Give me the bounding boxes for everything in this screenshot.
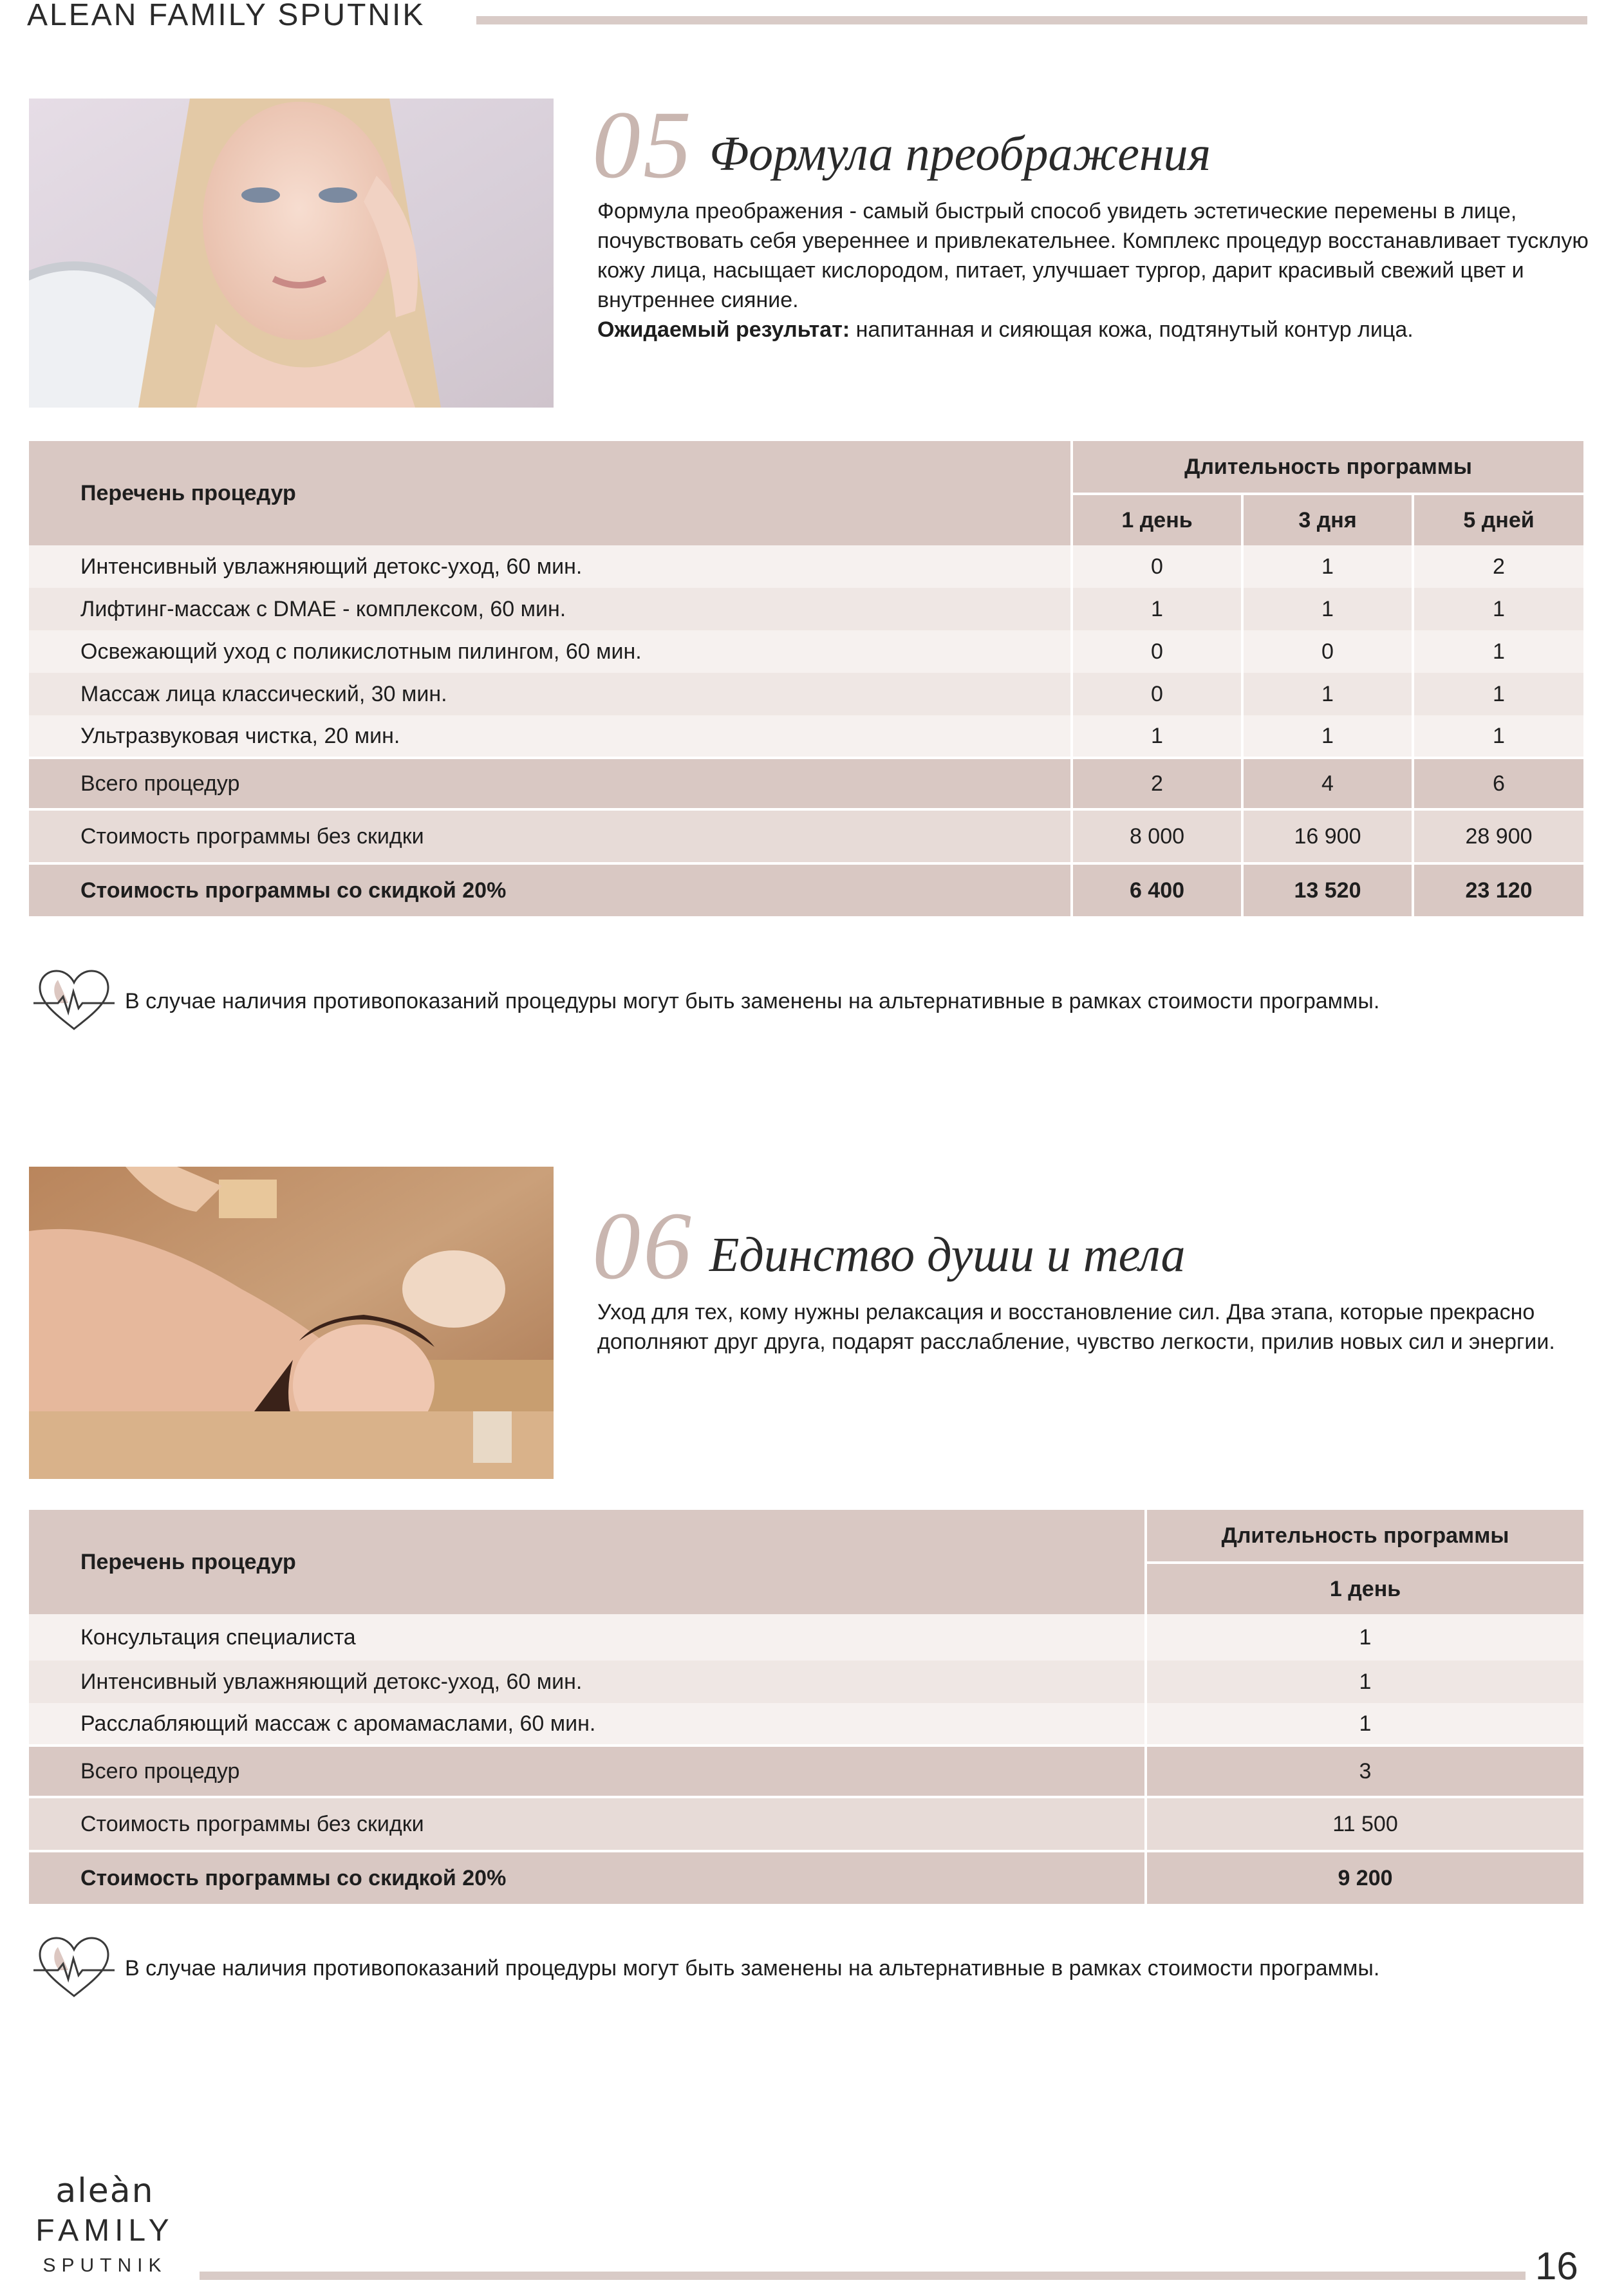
section1-col-day-3: 3 дня	[1242, 494, 1413, 545]
discount-price-value: 23 120	[1413, 863, 1583, 916]
section2-col-procedures: Перечень процедур	[80, 1549, 296, 1574]
section1-description	[597, 196, 1614, 344]
section2-note-text: В случае наличия противопоказаний процедуры могут быть заменены на альтернативные в рамках стоимости программы.	[125, 1955, 1380, 1981]
table-row	[29, 588, 1583, 630]
page-number: 16	[1535, 2245, 1578, 2287]
procedure-count: 0	[1072, 630, 1242, 673]
section1-title: Формула преображения	[709, 127, 1211, 181]
discount-price-row	[29, 863, 1583, 916]
procedure-count: 1	[1146, 1661, 1583, 1703]
discount-price-value: 9 200	[1146, 1851, 1583, 1904]
section2-photo	[29, 1167, 554, 1479]
procedure-name: Интенсивный увлажняющий детокс-уход, 60 мин.	[80, 554, 583, 579]
section2-number: 06	[592, 1192, 694, 1299]
section1-result	[597, 315, 1614, 344]
section2-note	[32, 1933, 1379, 2004]
section2-col-day-1: 1 день	[1146, 1563, 1583, 1614]
footer-logo	[31, 2173, 179, 2277]
procedure-name: Расслабляющий массаж с аромамаслами, 60 мин.	[80, 1711, 596, 1736]
price-row	[29, 809, 1583, 863]
section1-photo	[29, 99, 554, 408]
procedure-count: 1	[1072, 588, 1242, 630]
section1-col-day-5: 5 дней	[1413, 494, 1583, 545]
table-row	[29, 630, 1583, 673]
section2-col-duration: Длительность программы	[1146, 1510, 1583, 1563]
procedure-name: Лифтинг-массаж с DMAE - комплексом, 60 мин.	[80, 596, 566, 621]
table-row	[29, 1661, 1583, 1703]
section1-paragraph: Формула преображения - самый быстрый способ увидеть эстетические перемены в лице, почувствовать себя увереннее и привлекательнее. Комплекс процедур восстанавливает тусклую кожу лица, насыщает кислородом, питает, улучшает тургор, дарит красивый свежий цвет и внутреннее сияние.	[597, 199, 1589, 312]
discount-price-row	[29, 1851, 1583, 1904]
total-value: 3	[1146, 1746, 1583, 1797]
procedure-count: 1	[1242, 673, 1413, 715]
price-value: 11 500	[1146, 1797, 1583, 1851]
discount-price-label: Стоимость программы со скидкой 20%	[29, 863, 1072, 916]
section2-table	[29, 1510, 1583, 1904]
total-row	[29, 1746, 1583, 1797]
heart-pulse-icon	[32, 966, 116, 1037]
section1-result-text: напитанная и сияющая кожа, подтянутый контур лица.	[850, 317, 1414, 342]
heart-pulse-icon	[32, 1933, 116, 2004]
price-label: Стоимость программы без скидки	[29, 809, 1072, 863]
section2-heading	[592, 1192, 1186, 1299]
table-row	[29, 545, 1583, 588]
total-value: 6	[1413, 758, 1583, 809]
procedure-count: 2	[1413, 545, 1583, 588]
procedure-name: Интенсивный увлажняющий детокс-уход, 60 мин.	[80, 1669, 583, 1694]
price-label: Стоимость программы без скидки	[29, 1797, 1146, 1851]
table-row	[29, 1703, 1583, 1746]
section1-result-label: Ожидаемый результат:	[597, 317, 850, 342]
discount-price-value: 13 520	[1242, 863, 1413, 916]
section2-title: Единство души и тела	[709, 1228, 1186, 1282]
procedure-count: 0	[1072, 673, 1242, 715]
total-row	[29, 758, 1583, 809]
price-value: 8 000	[1072, 809, 1242, 863]
section2-description	[597, 1297, 1601, 1357]
section1-heading	[592, 91, 1211, 198]
section1-col-procedures: Перечень процедур	[80, 480, 296, 505]
price-row	[29, 1797, 1583, 1851]
section1-col-duration: Длительность программы	[1072, 441, 1583, 494]
procedure-count: 1	[1242, 588, 1413, 630]
procedure-name: Консультация специалиста	[80, 1624, 356, 1650]
section1-number: 05	[592, 91, 694, 198]
logo-line-3: SPUTNIK	[42, 2255, 167, 2276]
logo-line-1: aleàn	[55, 2172, 154, 2210]
procedure-name: Ультразвуковая чистка, 20 мин.	[80, 723, 400, 748]
procedure-count: 1	[1413, 588, 1583, 630]
header-divider	[476, 16, 1587, 24]
logo-line-2: FAMILY	[35, 2214, 174, 2248]
header-title: ALEAN FAMILY SPUTNIK	[27, 0, 425, 32]
procedure-count: 0	[1072, 545, 1242, 588]
procedure-count: 1	[1072, 715, 1242, 758]
section1-note-text: В случае наличия противопоказаний процедуры могут быть заменены на альтернативные в рамках стоимости программы.	[125, 988, 1380, 1013]
procedure-count: 1	[1413, 715, 1583, 758]
price-value: 16 900	[1242, 809, 1413, 863]
procedure-name: Массаж лица классический, 30 мин.	[80, 681, 447, 706]
procedure-count: 1	[1242, 545, 1413, 588]
section2-paragraph: Уход для тех, кому нужны релаксация и восстановление сил. Два этапа, которые прекрасно дополняют друг друга, подарят расслабление, чувство легкости, прилив новых сил и энергии.	[597, 1300, 1555, 1354]
procedure-count: 0	[1242, 630, 1413, 673]
procedure-name: Освежающий уход с поликислотным пилингом, 60 мин.	[80, 639, 642, 664]
total-label: Всего процедур	[29, 1746, 1146, 1797]
procedure-count: 1	[1146, 1703, 1583, 1746]
section1-col-day-1: 1 день	[1072, 494, 1242, 545]
procedure-count: 1	[1146, 1614, 1583, 1661]
table-row	[29, 1614, 1583, 1661]
procedure-count: 1	[1242, 715, 1413, 758]
discount-price-label: Стоимость программы со скидкой 20%	[29, 1851, 1146, 1904]
table-row	[29, 715, 1583, 758]
section1-table	[29, 441, 1583, 916]
section1-note	[32, 966, 1379, 1037]
total-value: 4	[1242, 758, 1413, 809]
price-value: 28 900	[1413, 809, 1583, 863]
total-label: Всего процедур	[29, 758, 1072, 809]
procedure-count: 1	[1413, 630, 1583, 673]
discount-price-value: 6 400	[1072, 863, 1242, 916]
procedure-count: 1	[1413, 673, 1583, 715]
footer-divider	[200, 2272, 1526, 2280]
total-value: 2	[1072, 758, 1242, 809]
table-row	[29, 673, 1583, 715]
